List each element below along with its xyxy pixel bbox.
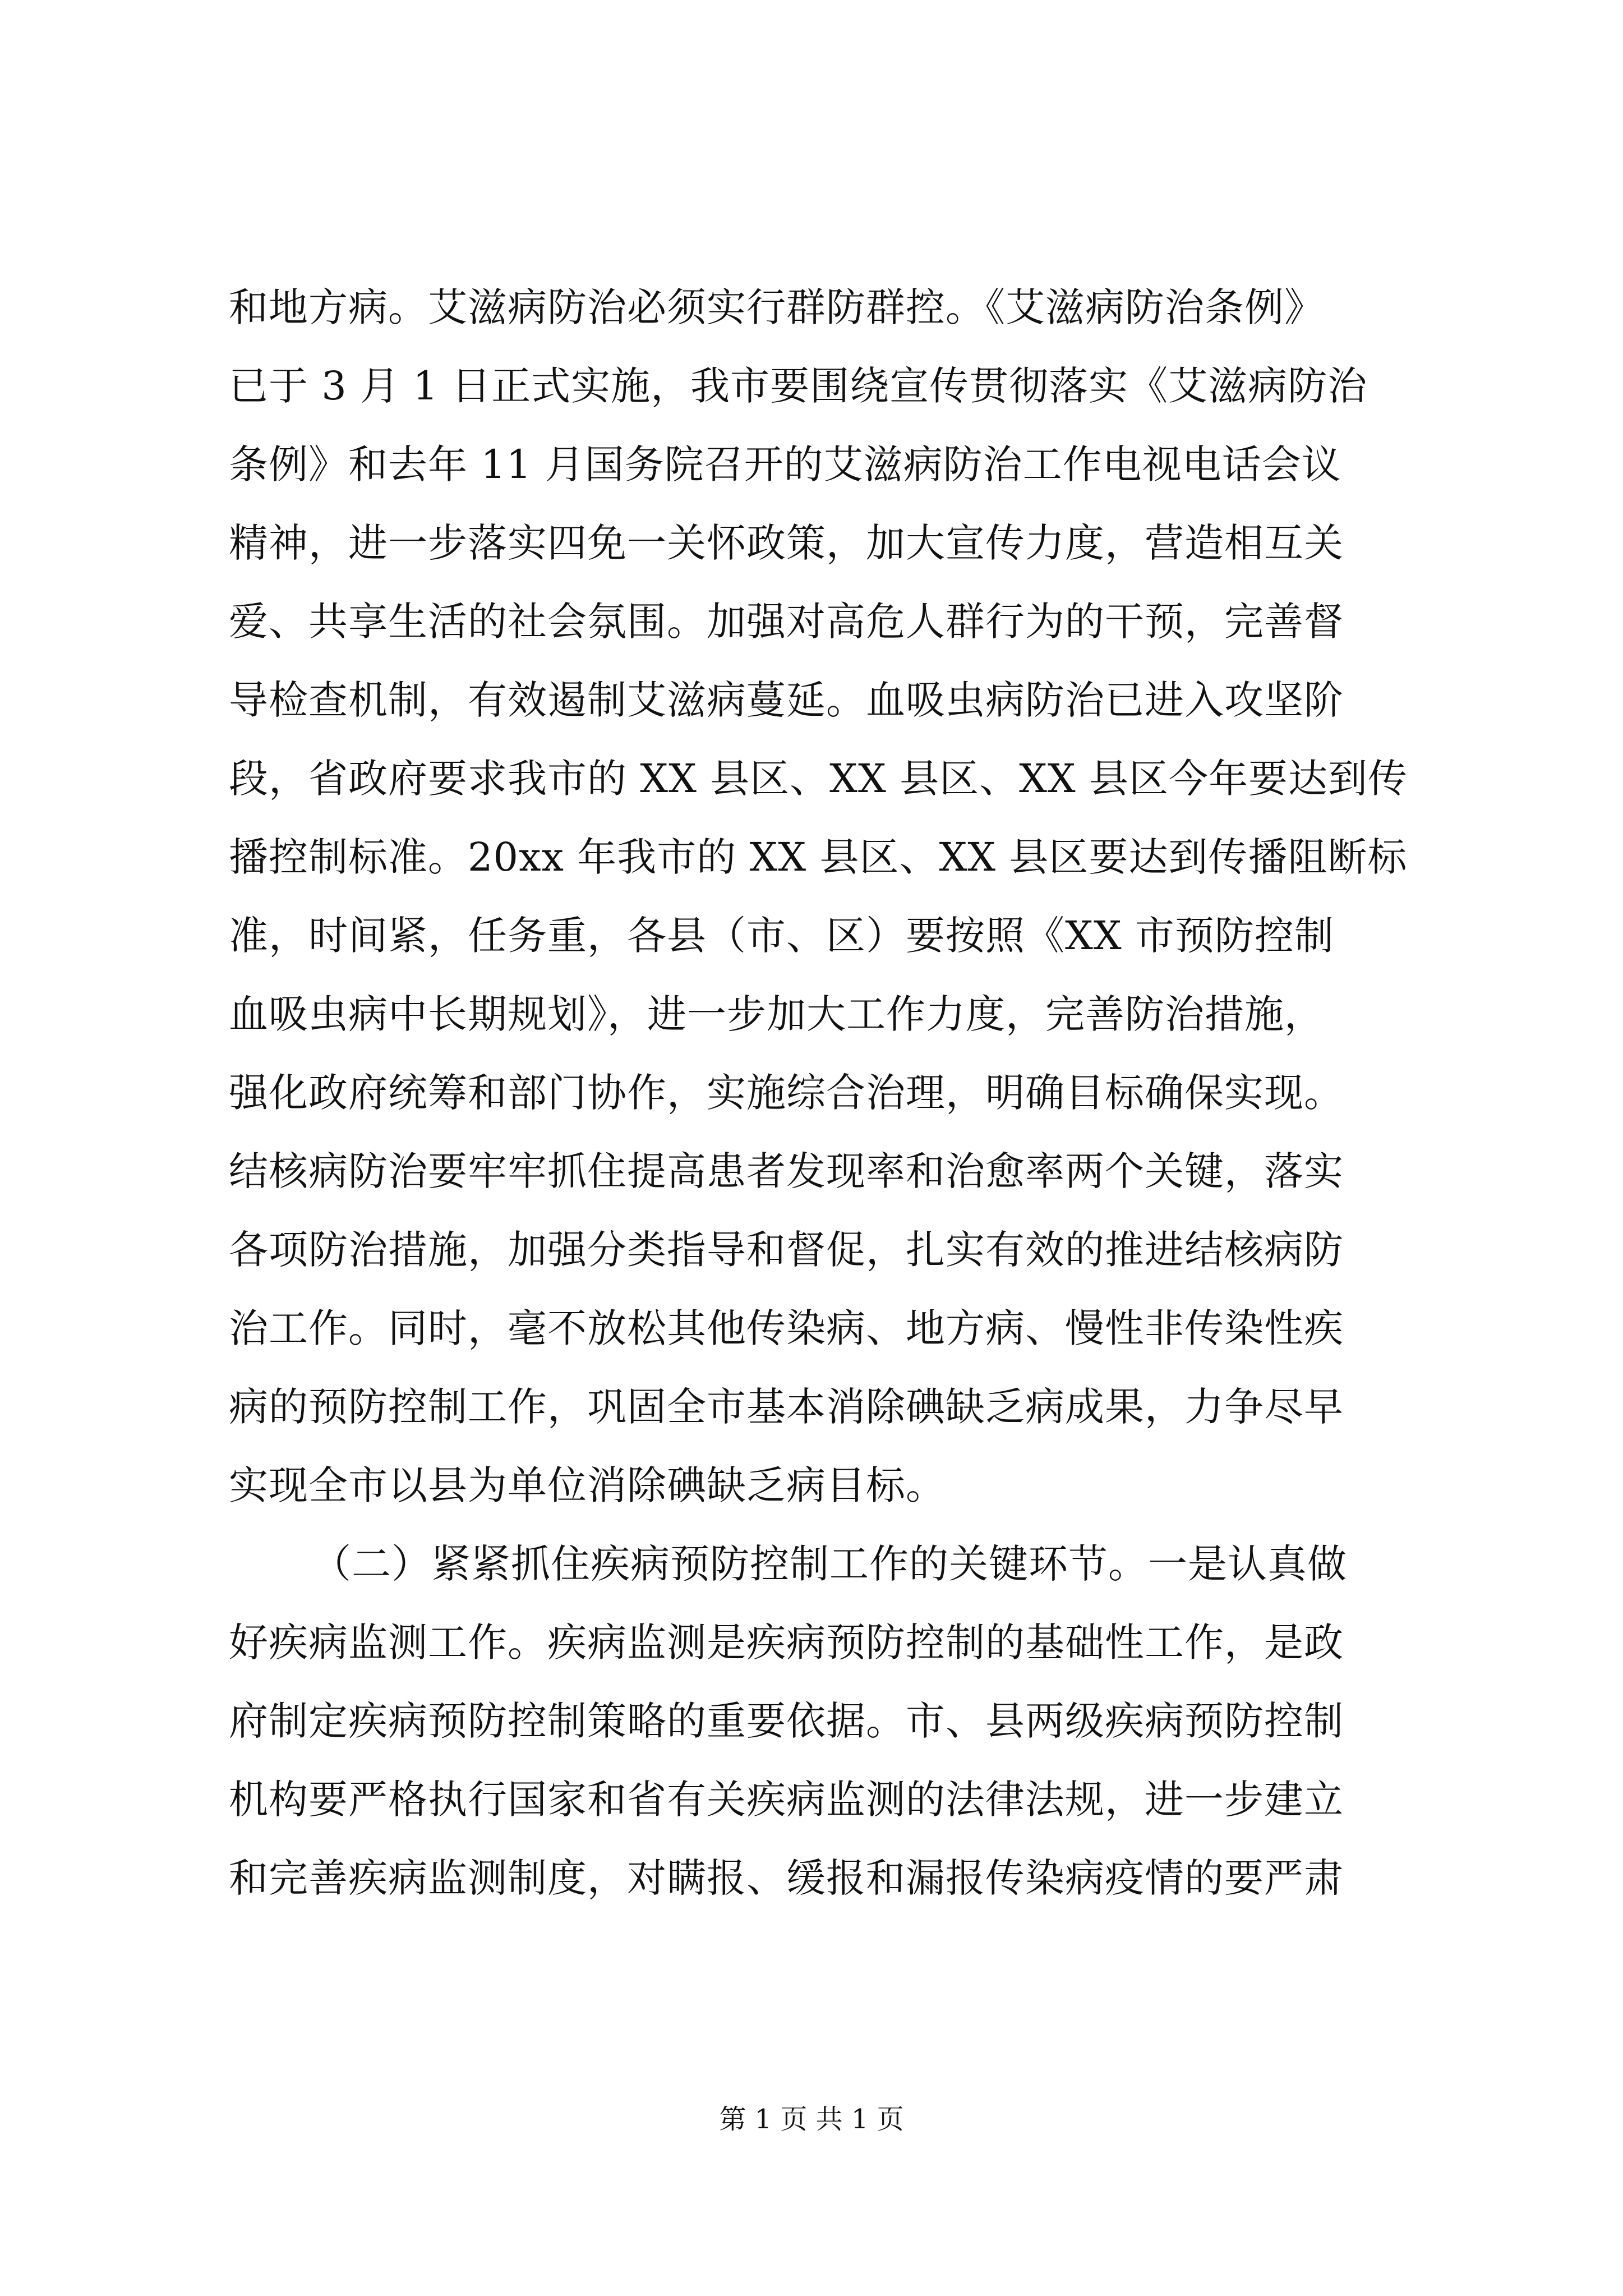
text-line: 好疾病监测工作。疾病监测是疾病预防控制的基础性工作，是政: [229, 1619, 1344, 1665]
text-line: 准，时间紧，任务重，各县（市、区）要按照《XX 市预防控制: [229, 913, 1334, 959]
text-line: 机构要严格执行国家和省有关疾病监测的法律法规，进一步建立: [229, 1777, 1344, 1823]
text-line: 播控制标准。20xx 年我市的 XX 县区、XX 县区要达到传播阻断标: [229, 834, 1408, 880]
text-line: 结核病防治要牢牢抓住提高患者发现率和治愈率两个关键，落实: [229, 1148, 1344, 1194]
text-line: 爱、共享生活的社会氛围。加强对高危人群行为的干预，完善督: [229, 599, 1344, 645]
document-body: [229, 268, 1407, 1917]
text-line: 各项防治措施，加强分类指导和督促，扎实有效的推进结核病防: [229, 1227, 1344, 1273]
paragraph-start-line: （二）紧紧抓住疾病预防控制工作的关键环节。一是认真做: [312, 1541, 1347, 1587]
text-line: 实现全市以县为单位消除碘缺乏病目标。: [229, 1462, 946, 1508]
text-line: 府制定疾病预防控制策略的重要依据。市、县两级疾病预防控制: [229, 1698, 1344, 1744]
text-line: 和地方病。艾滋病防治必须实行群防群控。《艾滋病防治条例》: [229, 284, 1324, 330]
text-line: 精神，进一步落实四免一关怀政策，加大宣传力度，营造相互关: [229, 520, 1344, 566]
text-line: 条例》和去年 11 月国务院召开的艾滋病防治工作电视电话会议: [229, 441, 1341, 487]
text-line: 治工作。同时，毫不放松其他传染病、地方病、慢性非传染性疾: [229, 1305, 1344, 1351]
text-line: 和完善疾病监测制度，对瞒报、缓报和漏报传染病疫情的要严肃: [229, 1855, 1344, 1901]
text-line: 段，省政府要求我市的 XX 县区、XX 县区、XX 县区今年要达到传: [229, 756, 1408, 802]
text-line: 导检查机制，有效遏制艾滋病蔓延。血吸虫病防治已进入攻坚阶: [229, 677, 1344, 723]
text-line: 病的预防控制工作，巩固全市基本消除碘缺乏病成果，力争尽早: [229, 1384, 1344, 1430]
text-line: 已于 3 月 1 日正式实施，我市要围绕宣传贯彻落实《艾滋病防治: [229, 363, 1368, 409]
text-line: 血吸虫病中长期规划》，进一步加大工作力度，完善防治措施，: [229, 991, 1324, 1037]
text-line: 强化政府统筹和部门协作，实施综合治理，明确目标确保实现。: [229, 1070, 1344, 1116]
page-number-footer: 第 1 页 共 1 页: [719, 2104, 904, 2135]
